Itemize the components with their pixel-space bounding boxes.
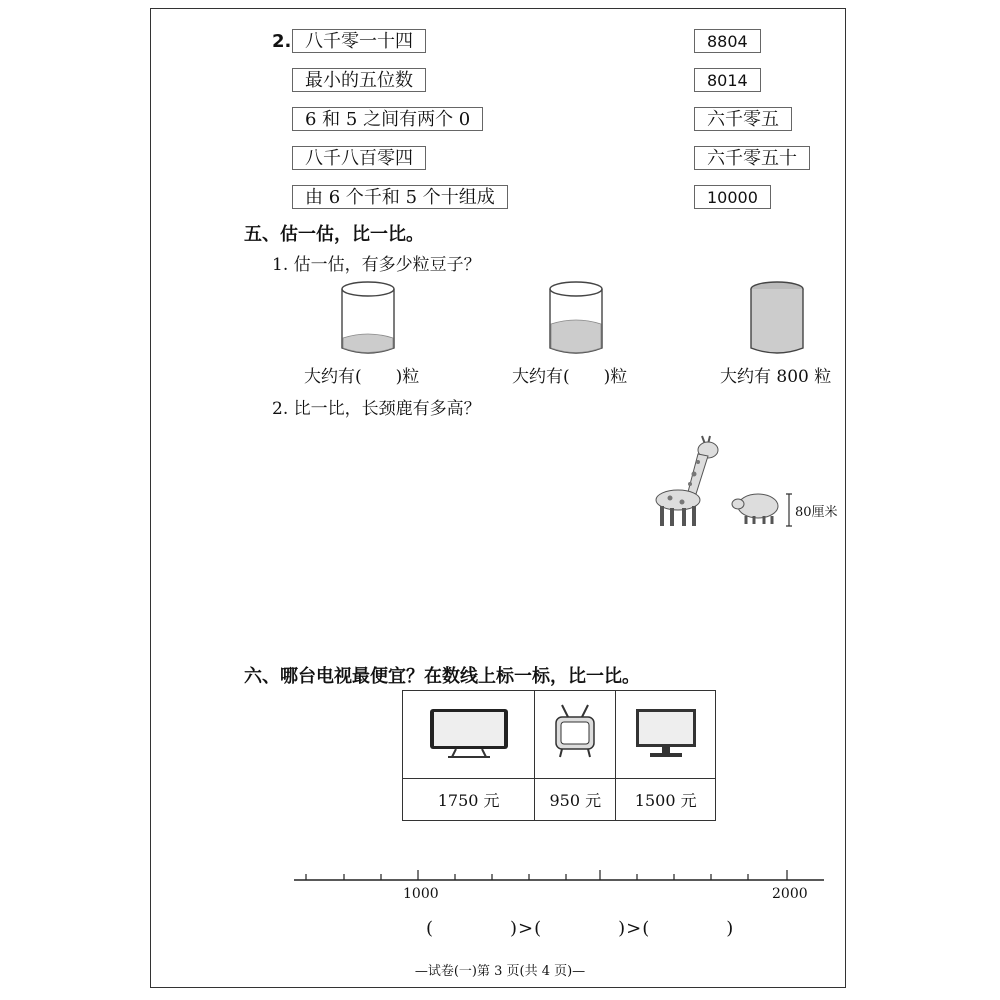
pig-icon bbox=[730, 488, 782, 526]
match-right-3[interactable]: 六千零五 bbox=[694, 107, 792, 131]
page-footer: —试卷(一)第 3 页(共 4 页)— bbox=[414, 964, 586, 979]
tv-price-3: 1500 元 bbox=[616, 779, 716, 821]
tv-price-2: 950 元 bbox=[535, 779, 616, 821]
tv-price-1: 1750 元 bbox=[403, 779, 535, 821]
jar-caption-2: 大约有( )粒 bbox=[512, 367, 628, 387]
match-left-4[interactable]: 八千八百零四 bbox=[292, 146, 426, 170]
question-number: 2. bbox=[272, 31, 292, 52]
estimate-question: 1. 估一估，有多少粒豆子？ bbox=[272, 255, 481, 275]
match-right-2[interactable]: 8014 bbox=[694, 68, 761, 92]
match-right-1[interactable]: 8804 bbox=[694, 29, 761, 53]
giraffe-icon bbox=[650, 432, 724, 530]
old-tv-icon bbox=[550, 703, 600, 763]
jar-full-beans-icon bbox=[747, 280, 807, 358]
jar-some-beans-icon bbox=[546, 280, 606, 358]
jar-caption-3: 大约有 800 粒 bbox=[720, 367, 832, 387]
numline-label-1000: 1000 bbox=[403, 886, 439, 902]
match-left-3[interactable]: 6 和 5 之间有两个 0 bbox=[292, 107, 483, 131]
height-label: 80厘米 bbox=[795, 505, 838, 520]
compare-blanks[interactable]: ( )>( )>( ) bbox=[426, 918, 735, 939]
match-left-2[interactable]: 最小的五位数 bbox=[292, 68, 426, 92]
flat-monitor-icon bbox=[634, 705, 698, 761]
numline-label-2000: 2000 bbox=[772, 886, 808, 902]
section6-title: 六、哪台电视最便宜？在数线上标一标，比一比。 bbox=[244, 666, 640, 687]
tv-price-table bbox=[402, 690, 716, 821]
tv-cell-1 bbox=[403, 691, 535, 779]
height-bracket-icon bbox=[784, 493, 794, 527]
jar-caption-1: 大约有( )粒 bbox=[304, 367, 420, 387]
number-line[interactable] bbox=[292, 868, 826, 888]
tv-cell-3 bbox=[616, 691, 716, 779]
match-left-5[interactable]: 由 6 个千和 5 个十组成 bbox=[292, 185, 508, 209]
section5-title: 五、估一估，比一比。 bbox=[244, 224, 424, 245]
match-right-4[interactable]: 六千零五十 bbox=[694, 146, 810, 170]
curved-tv-icon bbox=[426, 705, 512, 761]
match-right-5[interactable]: 10000 bbox=[694, 185, 771, 209]
tv-cell-2 bbox=[535, 691, 616, 779]
compare-height-question: 2. 比一比，长颈鹿有多高？ bbox=[272, 399, 481, 419]
match-left-1[interactable]: 八千零一十四 bbox=[292, 29, 426, 53]
jar-few-beans-icon bbox=[338, 280, 398, 358]
